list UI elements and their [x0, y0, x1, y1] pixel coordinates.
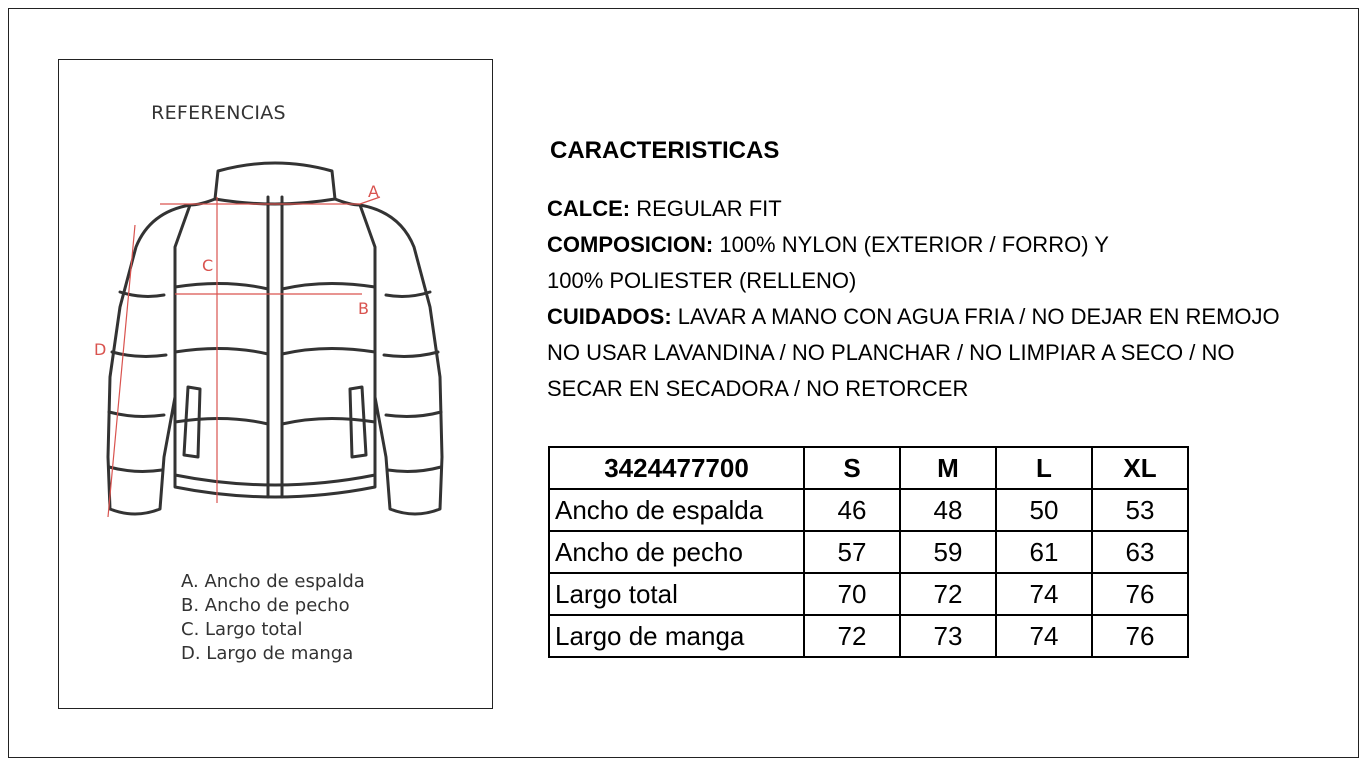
marker-b: B: [358, 299, 369, 318]
marker-a: A: [368, 182, 379, 201]
table-cell: 57: [804, 531, 900, 573]
characteristics-section: [547, 131, 1347, 407]
cuidados-label: CUIDADOS:: [547, 304, 672, 329]
table-cell: 73: [900, 615, 996, 657]
table-cell: 70: [804, 573, 900, 615]
marker-d: D: [94, 340, 107, 359]
composicion-value: 100% NYLON (EXTERIOR / FORRO) Y: [713, 232, 1109, 257]
table-cell: 76: [1092, 615, 1188, 657]
table-cell: 74: [996, 573, 1092, 615]
row-label: Largo total: [549, 573, 804, 615]
table-cell: 53: [1092, 489, 1188, 531]
table-cell: 72: [900, 573, 996, 615]
table-cell: 48: [900, 489, 996, 531]
size-table-header: [549, 447, 1188, 489]
cuidados-line-2: NO USAR LAVANDINA / NO PLANCHAR / NO LIMPIAR A SECO / NO: [547, 340, 1235, 365]
composicion-line-2: 100% POLIESTER (RELLENO): [547, 268, 857, 293]
calce-value: REGULAR FIT: [630, 196, 782, 221]
size-header: S: [804, 447, 900, 489]
table-cell: 59: [900, 531, 996, 573]
legend-item: D. Largo de manga: [181, 643, 354, 664]
size-header: XL: [1092, 447, 1188, 489]
row-label: Largo de manga: [549, 615, 804, 657]
size-header: L: [996, 447, 1092, 489]
row-label: Ancho de espalda: [549, 489, 804, 531]
table-row: [549, 531, 1188, 573]
references-legend: [181, 570, 365, 666]
table-row: [549, 573, 1188, 615]
table-cell: 72: [804, 615, 900, 657]
size-header: M: [900, 447, 996, 489]
characteristics-title: CARACTERISTICAS: [550, 137, 780, 164]
cuidados-line: [547, 299, 1347, 335]
cuidados-line-3: SECAR EN SECADORA / NO RETORCER: [547, 376, 969, 401]
table-cell: 50: [996, 489, 1092, 531]
table-row: [549, 615, 1188, 657]
composicion-label: COMPOSICION:: [547, 232, 714, 257]
legend-item: B. Ancho de pecho: [181, 595, 350, 616]
table-cell: 63: [1092, 531, 1188, 573]
legend-item: C. Largo total: [181, 619, 303, 640]
composicion-line: [547, 227, 1347, 263]
jacket-diagram-icon: [80, 157, 460, 527]
product-code: 3424477700: [549, 447, 804, 489]
calce-line: [547, 191, 1347, 227]
legend-item: A. Ancho de espalda: [181, 571, 365, 592]
table-cell: 76: [1092, 573, 1188, 615]
references-title: REFERENCIAS: [151, 102, 286, 124]
table-row: [549, 489, 1188, 531]
cuidados-value: LAVAR A MANO CON AGUA FRIA / NO DEJAR EN REMOJO: [671, 304, 1280, 329]
calce-label: CALCE:: [547, 196, 631, 221]
table-cell: 61: [996, 531, 1092, 573]
row-label: Ancho de pecho: [549, 531, 804, 573]
table-cell: 46: [804, 489, 900, 531]
marker-c: C: [202, 256, 214, 275]
size-table: [548, 446, 1189, 658]
table-cell: 74: [996, 615, 1092, 657]
